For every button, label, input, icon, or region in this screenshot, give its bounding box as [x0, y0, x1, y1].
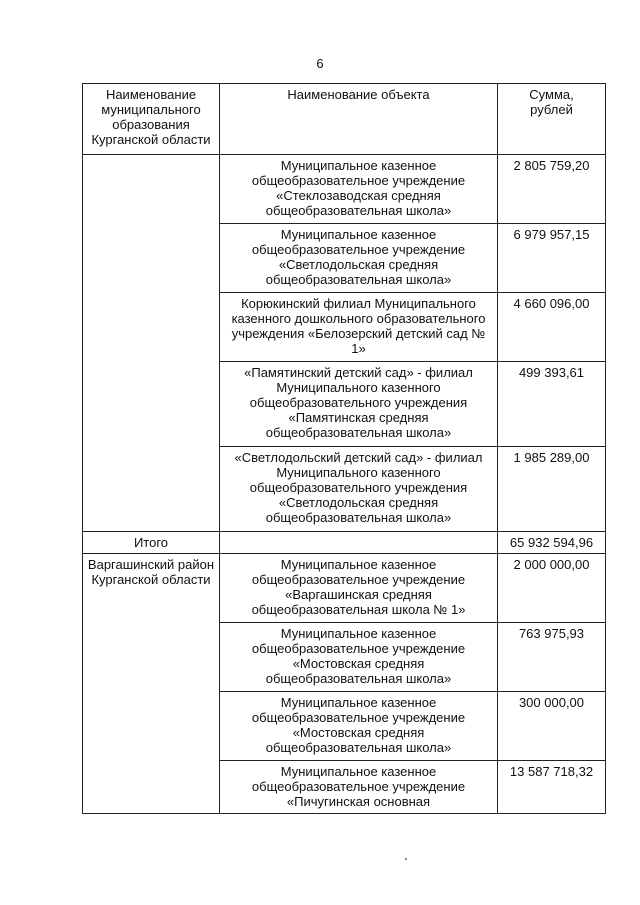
municipality-cell: Варгашинский район Курганской области — [83, 554, 220, 814]
amount-cell: 2 000 000,00 — [498, 554, 606, 623]
header-object: Наименование объекта — [220, 84, 498, 155]
total-row — [83, 532, 606, 554]
object-cell: Муниципальное казенное общеобразовательное учреждение «Мостовская средняя общеобразовательная школа» — [220, 623, 498, 692]
object-cell: Муниципальное казенное общеобразовательное учреждение «Светлодольская средняя общеобразовательная школа» — [220, 224, 498, 293]
object-cell: Корюкинский филиал Муниципального казенного дошкольного образовательного учреждения «Белозерский детский сад № 1» — [220, 293, 498, 362]
table-row — [83, 554, 606, 623]
object-cell: Муниципальное казенное общеобразовательное учреждение «Мостовская средняя общеобразовательная школа» — [220, 692, 498, 761]
scan-speck — [405, 858, 407, 860]
header-municipality: Наименование муниципального образования Курганской области — [83, 84, 220, 155]
municipality-cell — [83, 155, 220, 532]
allocation-table — [82, 83, 606, 814]
amount-cell: 763 975,93 — [498, 623, 606, 692]
table-header-row — [83, 84, 606, 155]
amount-cell: 499 393,61 — [498, 362, 606, 447]
total-amount: 65 932 594,96 — [498, 532, 606, 554]
page-number: 6 — [316, 56, 324, 71]
total-empty-cell — [220, 532, 498, 554]
amount-cell: 1 985 289,00 — [498, 447, 606, 532]
amount-cell: 13 587 718,32 — [498, 761, 606, 814]
object-cell: Муниципальное казенное общеобразовательное учреждение «Пичугинская основная — [220, 761, 498, 814]
amount-cell: 2 805 759,20 — [498, 155, 606, 224]
object-cell: «Памятинский детский сад» - филиал Муниципального казенного общеобразовательного учреждения «Памятинская средняя общеобразовательная школа» — [220, 362, 498, 447]
header-amount: Сумма, рублей — [498, 84, 606, 155]
amount-cell: 6 979 957,15 — [498, 224, 606, 293]
object-cell: «Светлодольский детский сад» - филиал Муниципального казенного общеобразовательного учреждения «Светлодольская средняя общеобразовательная школа» — [220, 447, 498, 532]
object-cell: Муниципальное казенное общеобразовательное учреждение «Стеклозаводская средняя общеобразовательная школа» — [220, 155, 498, 224]
amount-cell: 300 000,00 — [498, 692, 606, 761]
object-cell: Муниципальное казенное общеобразовательное учреждение «Варгашинская средняя общеобразовательная школа № 1» — [220, 554, 498, 623]
amount-cell: 4 660 096,00 — [498, 293, 606, 362]
total-label: Итого — [83, 532, 220, 554]
table-row — [83, 155, 606, 224]
